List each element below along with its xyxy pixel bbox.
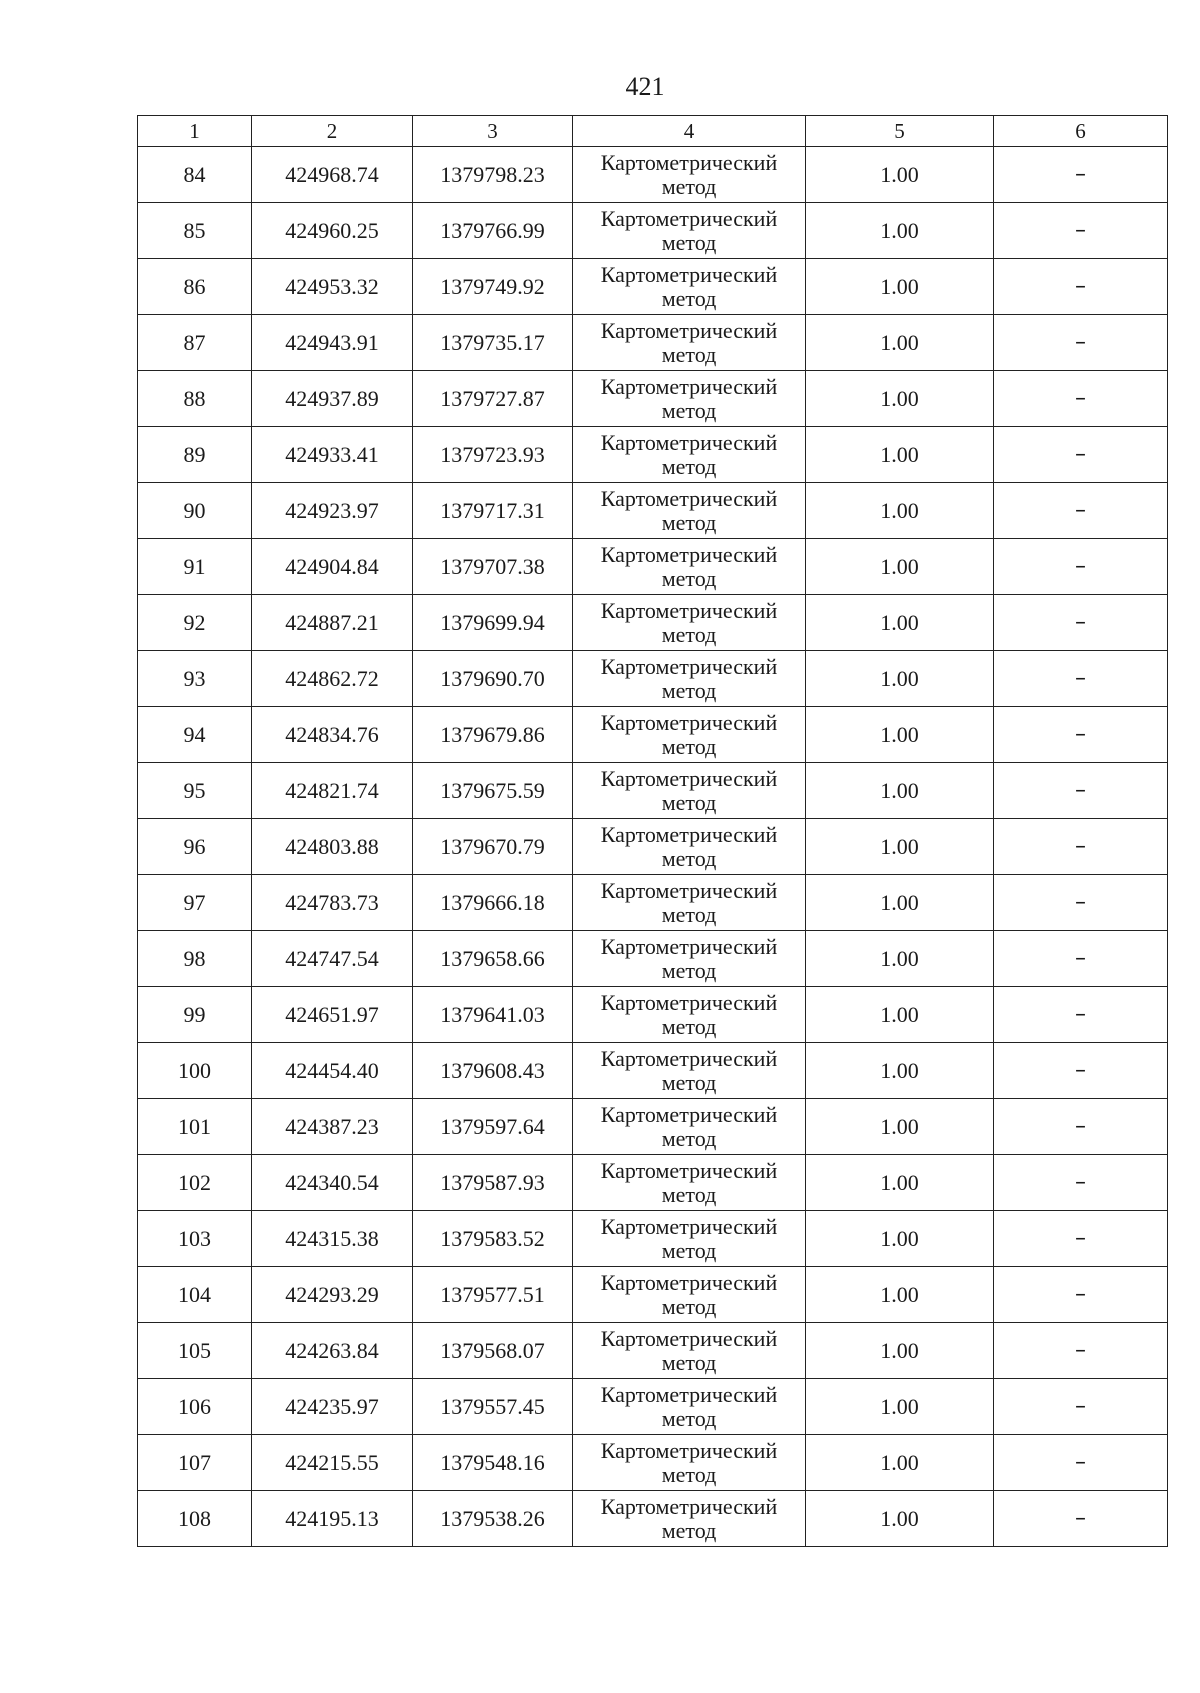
y-coordinate-cell: 1379735.17 [413,315,573,371]
x-coordinate-cell: 424943.91 [252,315,413,371]
x-coordinate-cell: 424904.84 [252,539,413,595]
method-cell [573,1211,806,1267]
point-number-cell: 107 [138,1435,252,1491]
method-line-1: Картометрический [600,1045,778,1071]
table-row [138,987,1168,1043]
accuracy-cell: 1.00 [806,651,994,707]
table-row [138,1099,1168,1155]
method-cell [573,1267,806,1323]
accuracy-cell: 1.00 [806,315,994,371]
note-cell: – [994,763,1168,819]
x-coordinate-cell: 424747.54 [252,931,413,987]
y-coordinate-cell: 1379597.64 [413,1099,573,1155]
point-number-cell: 105 [138,1323,252,1379]
note-cell: – [994,315,1168,371]
table-row [138,1267,1168,1323]
y-coordinate-cell: 1379717.31 [413,483,573,539]
method-cell [573,595,806,651]
table-body [138,147,1168,1547]
y-coordinate-cell: 1379557.45 [413,1379,573,1435]
x-coordinate-cell: 424821.74 [252,763,413,819]
accuracy-cell: 1.00 [806,1379,994,1435]
note-cell: – [994,1267,1168,1323]
note-cell: – [994,1379,1168,1435]
method-cell [573,1043,806,1099]
x-coordinate-cell: 424195.13 [252,1491,413,1547]
method-cell [573,1379,806,1435]
column-header: 5 [806,116,994,147]
accuracy-cell: 1.00 [806,203,994,259]
method-line-2: метод [661,1181,717,1207]
method-line-1: Картометрический [600,317,778,343]
note-cell: – [994,427,1168,483]
method-line-1: Картометрический [600,485,778,511]
x-coordinate-cell: 424783.73 [252,875,413,931]
method-line-2: метод [661,1349,717,1375]
y-coordinate-cell: 1379707.38 [413,539,573,595]
y-coordinate-cell: 1379658.66 [413,931,573,987]
method-line-1: Картометрический [600,205,778,231]
point-number-cell: 97 [138,875,252,931]
point-number-cell: 93 [138,651,252,707]
y-coordinate-cell: 1379548.16 [413,1435,573,1491]
x-coordinate-cell: 424923.97 [252,483,413,539]
point-number-cell: 103 [138,1211,252,1267]
method-cell [573,147,806,203]
note-cell: – [994,539,1168,595]
x-coordinate-cell: 424315.38 [252,1211,413,1267]
method-line-2: метод [661,341,717,367]
point-number-cell: 100 [138,1043,252,1099]
note-cell: – [994,819,1168,875]
y-coordinate-cell: 1379670.79 [413,819,573,875]
accuracy-cell: 1.00 [806,1491,994,1547]
method-cell [573,931,806,987]
y-coordinate-cell: 1379723.93 [413,427,573,483]
method-line-2: метод [661,733,717,759]
accuracy-cell: 1.00 [806,427,994,483]
x-coordinate-cell: 424933.41 [252,427,413,483]
method-line-1: Картометрический [600,1437,778,1463]
method-line-1: Картометрический [600,1325,778,1351]
note-cell: – [994,931,1168,987]
point-number-cell: 95 [138,763,252,819]
y-coordinate-cell: 1379690.70 [413,651,573,707]
method-cell [573,651,806,707]
point-number-cell: 86 [138,259,252,315]
y-coordinate-cell: 1379608.43 [413,1043,573,1099]
table-row [138,1435,1168,1491]
method-cell [573,819,806,875]
y-coordinate-cell: 1379587.93 [413,1155,573,1211]
x-coordinate-cell: 424862.72 [252,651,413,707]
note-cell: – [994,595,1168,651]
method-line-2: метод [661,1013,717,1039]
table-row [138,371,1168,427]
point-number-cell: 87 [138,315,252,371]
note-cell: – [994,483,1168,539]
method-line-1: Картометрический [600,1101,778,1127]
x-coordinate-cell: 424953.32 [252,259,413,315]
accuracy-cell: 1.00 [806,1043,994,1099]
method-line-2: метод [661,1405,717,1431]
x-coordinate-cell: 424235.97 [252,1379,413,1435]
table-row [138,1155,1168,1211]
y-coordinate-cell: 1379699.94 [413,595,573,651]
point-number-cell: 101 [138,1099,252,1155]
method-line-1: Картометрический [600,877,778,903]
accuracy-cell: 1.00 [806,483,994,539]
x-coordinate-cell: 424651.97 [252,987,413,1043]
x-coordinate-cell: 424887.21 [252,595,413,651]
y-coordinate-cell: 1379679.86 [413,707,573,763]
table-row [138,315,1168,371]
method-line-1: Картометрический [600,653,778,679]
point-number-cell: 84 [138,147,252,203]
y-coordinate-cell: 1379798.23 [413,147,573,203]
accuracy-cell: 1.00 [806,1435,994,1491]
method-line-1: Картометрический [600,1381,778,1407]
accuracy-cell: 1.00 [806,1155,994,1211]
method-line-2: метод [661,1293,717,1319]
method-line-1: Картометрический [600,597,778,623]
table-row [138,427,1168,483]
method-cell [573,1323,806,1379]
table-row [138,147,1168,203]
method-line-1: Картометрический [600,261,778,287]
method-cell [573,203,806,259]
note-cell: – [994,987,1168,1043]
column-header: 4 [573,116,806,147]
method-cell [573,259,806,315]
note-cell: – [994,203,1168,259]
accuracy-cell: 1.00 [806,259,994,315]
method-cell [573,875,806,931]
method-line-2: метод [661,621,717,647]
note-cell: – [994,651,1168,707]
table-row [138,763,1168,819]
method-cell [573,987,806,1043]
method-cell [573,1099,806,1155]
point-number-cell: 89 [138,427,252,483]
x-coordinate-cell: 424215.55 [252,1435,413,1491]
method-line-1: Картометрический [600,1493,778,1519]
point-number-cell: 102 [138,1155,252,1211]
point-number-cell: 85 [138,203,252,259]
note-cell: – [994,1211,1168,1267]
note-cell: – [994,1043,1168,1099]
method-cell [573,1155,806,1211]
note-cell: – [994,875,1168,931]
accuracy-cell: 1.00 [806,875,994,931]
accuracy-cell: 1.00 [806,1323,994,1379]
point-number-cell: 98 [138,931,252,987]
table-row [138,595,1168,651]
method-line-2: метод [661,173,717,199]
method-line-1: Картометрический [600,821,778,847]
method-line-1: Картометрический [600,373,778,399]
x-coordinate-cell: 424834.76 [252,707,413,763]
page-number: 421 [625,72,665,101]
column-header: 6 [994,116,1168,147]
accuracy-cell: 1.00 [806,1267,994,1323]
table-row [138,539,1168,595]
x-coordinate-cell: 424263.84 [252,1323,413,1379]
y-coordinate-cell: 1379749.92 [413,259,573,315]
table-row [138,483,1168,539]
accuracy-cell: 1.00 [806,595,994,651]
method-line-2: метод [661,285,717,311]
table-row [138,1043,1168,1099]
method-line-1: Картометрический [600,709,778,735]
method-line-1: Картометрический [600,1157,778,1183]
x-coordinate-cell: 424340.54 [252,1155,413,1211]
method-line-1: Картометрический [600,149,778,175]
method-line-2: метод [661,565,717,591]
note-cell: – [994,371,1168,427]
method-line-2: метод [661,845,717,871]
accuracy-cell: 1.00 [806,819,994,875]
column-header: 1 [138,116,252,147]
y-coordinate-cell: 1379666.18 [413,875,573,931]
point-number-cell: 96 [138,819,252,875]
method-line-1: Картометрический [600,989,778,1015]
method-line-1: Картометрический [600,541,778,567]
table-row [138,819,1168,875]
point-number-cell: 90 [138,483,252,539]
table-row [138,1323,1168,1379]
method-line-1: Картометрический [600,429,778,455]
accuracy-cell: 1.00 [806,1099,994,1155]
method-line-1: Картометрический [600,1269,778,1295]
table-row [138,875,1168,931]
point-number-cell: 91 [138,539,252,595]
method-cell [573,315,806,371]
method-cell [573,483,806,539]
note-cell: – [994,1099,1168,1155]
y-coordinate-cell: 1379583.52 [413,1211,573,1267]
method-line-1: Картометрический [600,933,778,959]
point-number-cell: 108 [138,1491,252,1547]
table-row [138,1211,1168,1267]
method-line-2: метод [661,957,717,983]
table-row [138,651,1168,707]
note-cell: – [994,707,1168,763]
table-row [138,1379,1168,1435]
method-line-2: метод [661,1125,717,1151]
table-row [138,1491,1168,1547]
accuracy-cell: 1.00 [806,371,994,427]
y-coordinate-cell: 1379727.87 [413,371,573,427]
coordinates-table [137,115,1168,1547]
table-row [138,259,1168,315]
method-cell [573,427,806,483]
method-line-1: Картометрический [600,765,778,791]
x-coordinate-cell: 424454.40 [252,1043,413,1099]
note-cell: – [994,1155,1168,1211]
y-coordinate-cell: 1379568.07 [413,1323,573,1379]
method-line-2: метод [661,1517,717,1543]
accuracy-cell: 1.00 [806,987,994,1043]
method-line-2: метод [661,789,717,815]
y-coordinate-cell: 1379675.59 [413,763,573,819]
accuracy-cell: 1.00 [806,1211,994,1267]
accuracy-cell: 1.00 [806,931,994,987]
method-line-1: Картометрический [600,1213,778,1239]
note-cell: – [994,147,1168,203]
x-coordinate-cell: 424960.25 [252,203,413,259]
table-header-row [138,116,1168,147]
table-row [138,931,1168,987]
method-cell [573,1435,806,1491]
method-line-2: метод [661,509,717,535]
note-cell: – [994,1323,1168,1379]
note-cell: – [994,1491,1168,1547]
table-row [138,203,1168,259]
column-header: 3 [413,116,573,147]
method-cell [573,371,806,427]
method-cell [573,763,806,819]
method-line-2: метод [661,1461,717,1487]
point-number-cell: 92 [138,595,252,651]
table-row [138,707,1168,763]
method-line-2: метод [661,1069,717,1095]
method-cell [573,1491,806,1547]
note-cell: – [994,259,1168,315]
x-coordinate-cell: 424803.88 [252,819,413,875]
point-number-cell: 94 [138,707,252,763]
method-line-2: метод [661,677,717,703]
accuracy-cell: 1.00 [806,147,994,203]
method-line-2: метод [661,901,717,927]
method-cell [573,539,806,595]
x-coordinate-cell: 424937.89 [252,371,413,427]
note-cell: – [994,1435,1168,1491]
method-line-2: метод [661,229,717,255]
x-coordinate-cell: 424968.74 [252,147,413,203]
accuracy-cell: 1.00 [806,707,994,763]
y-coordinate-cell: 1379538.26 [413,1491,573,1547]
y-coordinate-cell: 1379577.51 [413,1267,573,1323]
x-coordinate-cell: 424293.29 [252,1267,413,1323]
point-number-cell: 99 [138,987,252,1043]
method-cell [573,707,806,763]
point-number-cell: 106 [138,1379,252,1435]
point-number-cell: 104 [138,1267,252,1323]
point-number-cell: 88 [138,371,252,427]
y-coordinate-cell: 1379641.03 [413,987,573,1043]
column-header: 2 [252,116,413,147]
accuracy-cell: 1.00 [806,763,994,819]
method-line-2: метод [661,397,717,423]
accuracy-cell: 1.00 [806,539,994,595]
method-line-2: метод [661,453,717,479]
method-line-2: метод [661,1237,717,1263]
x-coordinate-cell: 424387.23 [252,1099,413,1155]
y-coordinate-cell: 1379766.99 [413,203,573,259]
